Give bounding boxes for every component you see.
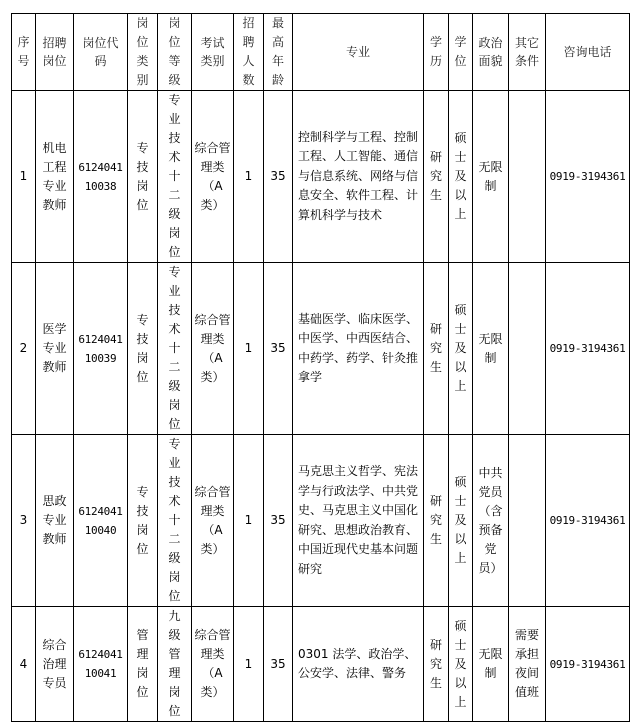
major-cell: 0301 法学、政治学、公安学、法律、警务 [293,607,424,722]
position-cell [36,435,74,607]
degree-cell [449,435,473,607]
header-label: 岗位代码 [82,36,119,68]
exam-type-cell [192,91,234,263]
table-row [12,263,630,435]
header-row [12,14,630,91]
category-cell [128,607,158,722]
seq-cell: 1 [12,91,36,263]
education-cell [424,435,449,607]
count-cell: 1 [234,263,264,435]
max-age-cell: 35 [264,607,293,722]
header-label: 其它条件 [514,36,539,68]
header-education [424,14,449,91]
political-cell [473,91,509,263]
political-cell [473,435,509,607]
position-text: 医学专业教师 [42,322,67,374]
recruitment-table [11,13,630,722]
count-cell: 1 [234,435,264,607]
header-label: 学历 [429,35,442,68]
exam-type-text: 综合管理类（A类） [194,628,231,699]
category-cell [128,263,158,435]
education-text: 研究生 [429,637,442,690]
table-row [12,435,630,607]
seq-cell: 3 [12,435,36,607]
max-age-cell: 35 [264,91,293,263]
header-label: 政治面貌 [478,36,503,68]
header-degree [449,14,473,91]
header-label: 岗位等级 [168,16,181,87]
degree-cell [449,263,473,435]
political-cell [473,607,509,722]
political-text: 无限制 [478,647,503,680]
exam-type-text: 综合管理类（A类） [194,312,231,384]
header-exam-type [192,14,234,91]
header-label: 学位 [454,35,467,68]
header-label: 考试类别 [200,36,225,68]
level-cell [158,91,192,263]
position-cell [36,607,74,722]
degree-text: 硕士及以上 [454,475,467,565]
max-age-cell: 35 [264,435,293,607]
level-cell [158,435,192,607]
header-seq [12,14,36,91]
code-cell [74,435,128,607]
degree-text: 硕士及以上 [454,303,467,393]
other-text: 需要承担夜间值班 [514,628,539,699]
phone-cell: 0919-3194361 [546,607,630,722]
header-count [234,14,264,91]
code-part-b: 10038 [84,179,117,193]
political-cell [473,263,509,435]
exam-type-text: 综合管理类（A类） [194,484,231,556]
code-cell [74,91,128,263]
phone-cell: 0919-3194361 [546,91,630,263]
header-position [36,14,74,91]
seq-cell: 4 [12,607,36,722]
code-part-a: 6124041 [78,648,123,661]
major-cell: 控制科学与工程、控制工程、人工智能、通信与信息系统、网络与信息安全、软件工程、计算机科学与技术 [293,91,424,263]
code-cell [74,607,128,722]
phone-cell: 0919-3194361 [546,435,630,607]
seq-cell: 2 [12,263,36,435]
header-label: 序号 [17,35,30,68]
category-text: 专技岗位 [136,484,149,556]
code-part-b: 10040 [84,523,117,537]
header-label: 招聘人数 [242,16,255,87]
other-cell [509,435,546,607]
header-major: 专业 [293,14,424,91]
education-cell [424,91,449,263]
header-label: 最高年龄 [271,16,284,87]
code-part-a: 6124041 [78,504,123,518]
other-cell [509,263,546,435]
education-cell [424,263,449,435]
header-max-age [264,14,293,91]
category-text: 专技岗位 [136,140,149,212]
count-cell: 1 [234,607,264,722]
position-cell [36,263,74,435]
degree-text: 硕士及以上 [454,618,467,709]
header-level [158,14,192,91]
position-text: 机电工程专业教师 [42,140,67,212]
count-cell: 1 [234,91,264,263]
level-cell [158,607,192,722]
education-text: 研究生 [429,494,442,546]
category-text: 管理岗位 [136,628,149,699]
header-label: 招聘岗位 [42,36,67,68]
major-cell: 马克思主义哲学、宪法学与行政法学、中共党史、马克思主义中国化研究、思想政治教育、中国近现代史基本问题研究 [293,435,424,607]
position-text: 思政专业教师 [42,494,67,546]
category-cell [128,435,158,607]
exam-type-cell [192,607,234,722]
political-text: 无限制 [478,159,503,193]
category-text: 专技岗位 [136,312,149,384]
other-cell [509,91,546,263]
header-category [128,14,158,91]
exam-type-cell [192,263,234,435]
code-part-b: 10041 [84,667,117,680]
code-part-a: 6124041 [78,160,123,174]
level-text: 专业技术十二级岗位 [168,437,181,603]
political-text: 中共党员（含预备党员） [478,465,503,575]
code-part-b: 10039 [84,351,117,365]
position-text: 综合治理专员 [42,637,67,690]
education-cell [424,607,449,722]
level-cell [158,263,192,435]
political-text: 无限制 [478,331,503,365]
phone-cell: 0919-3194361 [546,263,630,435]
degree-cell [449,607,473,722]
max-age-cell: 35 [264,263,293,435]
education-text: 研究生 [429,322,442,374]
header-code [74,14,128,91]
table-row [12,607,630,722]
degree-cell [449,91,473,263]
code-cell [74,263,128,435]
level-text: 专业技术十二级岗位 [168,93,181,259]
level-text: 专业技术十二级岗位 [168,265,181,431]
header-political [473,14,509,91]
header-other [509,14,546,91]
category-cell [128,91,158,263]
exam-type-text: 综合管理类（A类） [194,140,231,212]
education-text: 研究生 [429,150,442,202]
exam-type-cell [192,435,234,607]
other-cell [509,607,546,722]
major-cell: 基础医学、临床医学、中医学、中西医结合、中药学、药学、针灸推拿学 [293,263,424,435]
code-part-a: 6124041 [78,332,123,346]
table-row [12,91,630,263]
header-label: 岗位类别 [136,16,149,87]
position-cell [36,91,74,263]
level-text: 九级管理岗位 [168,609,181,718]
header-phone: 咨询电话 [546,14,630,91]
degree-text: 硕士及以上 [454,131,467,221]
